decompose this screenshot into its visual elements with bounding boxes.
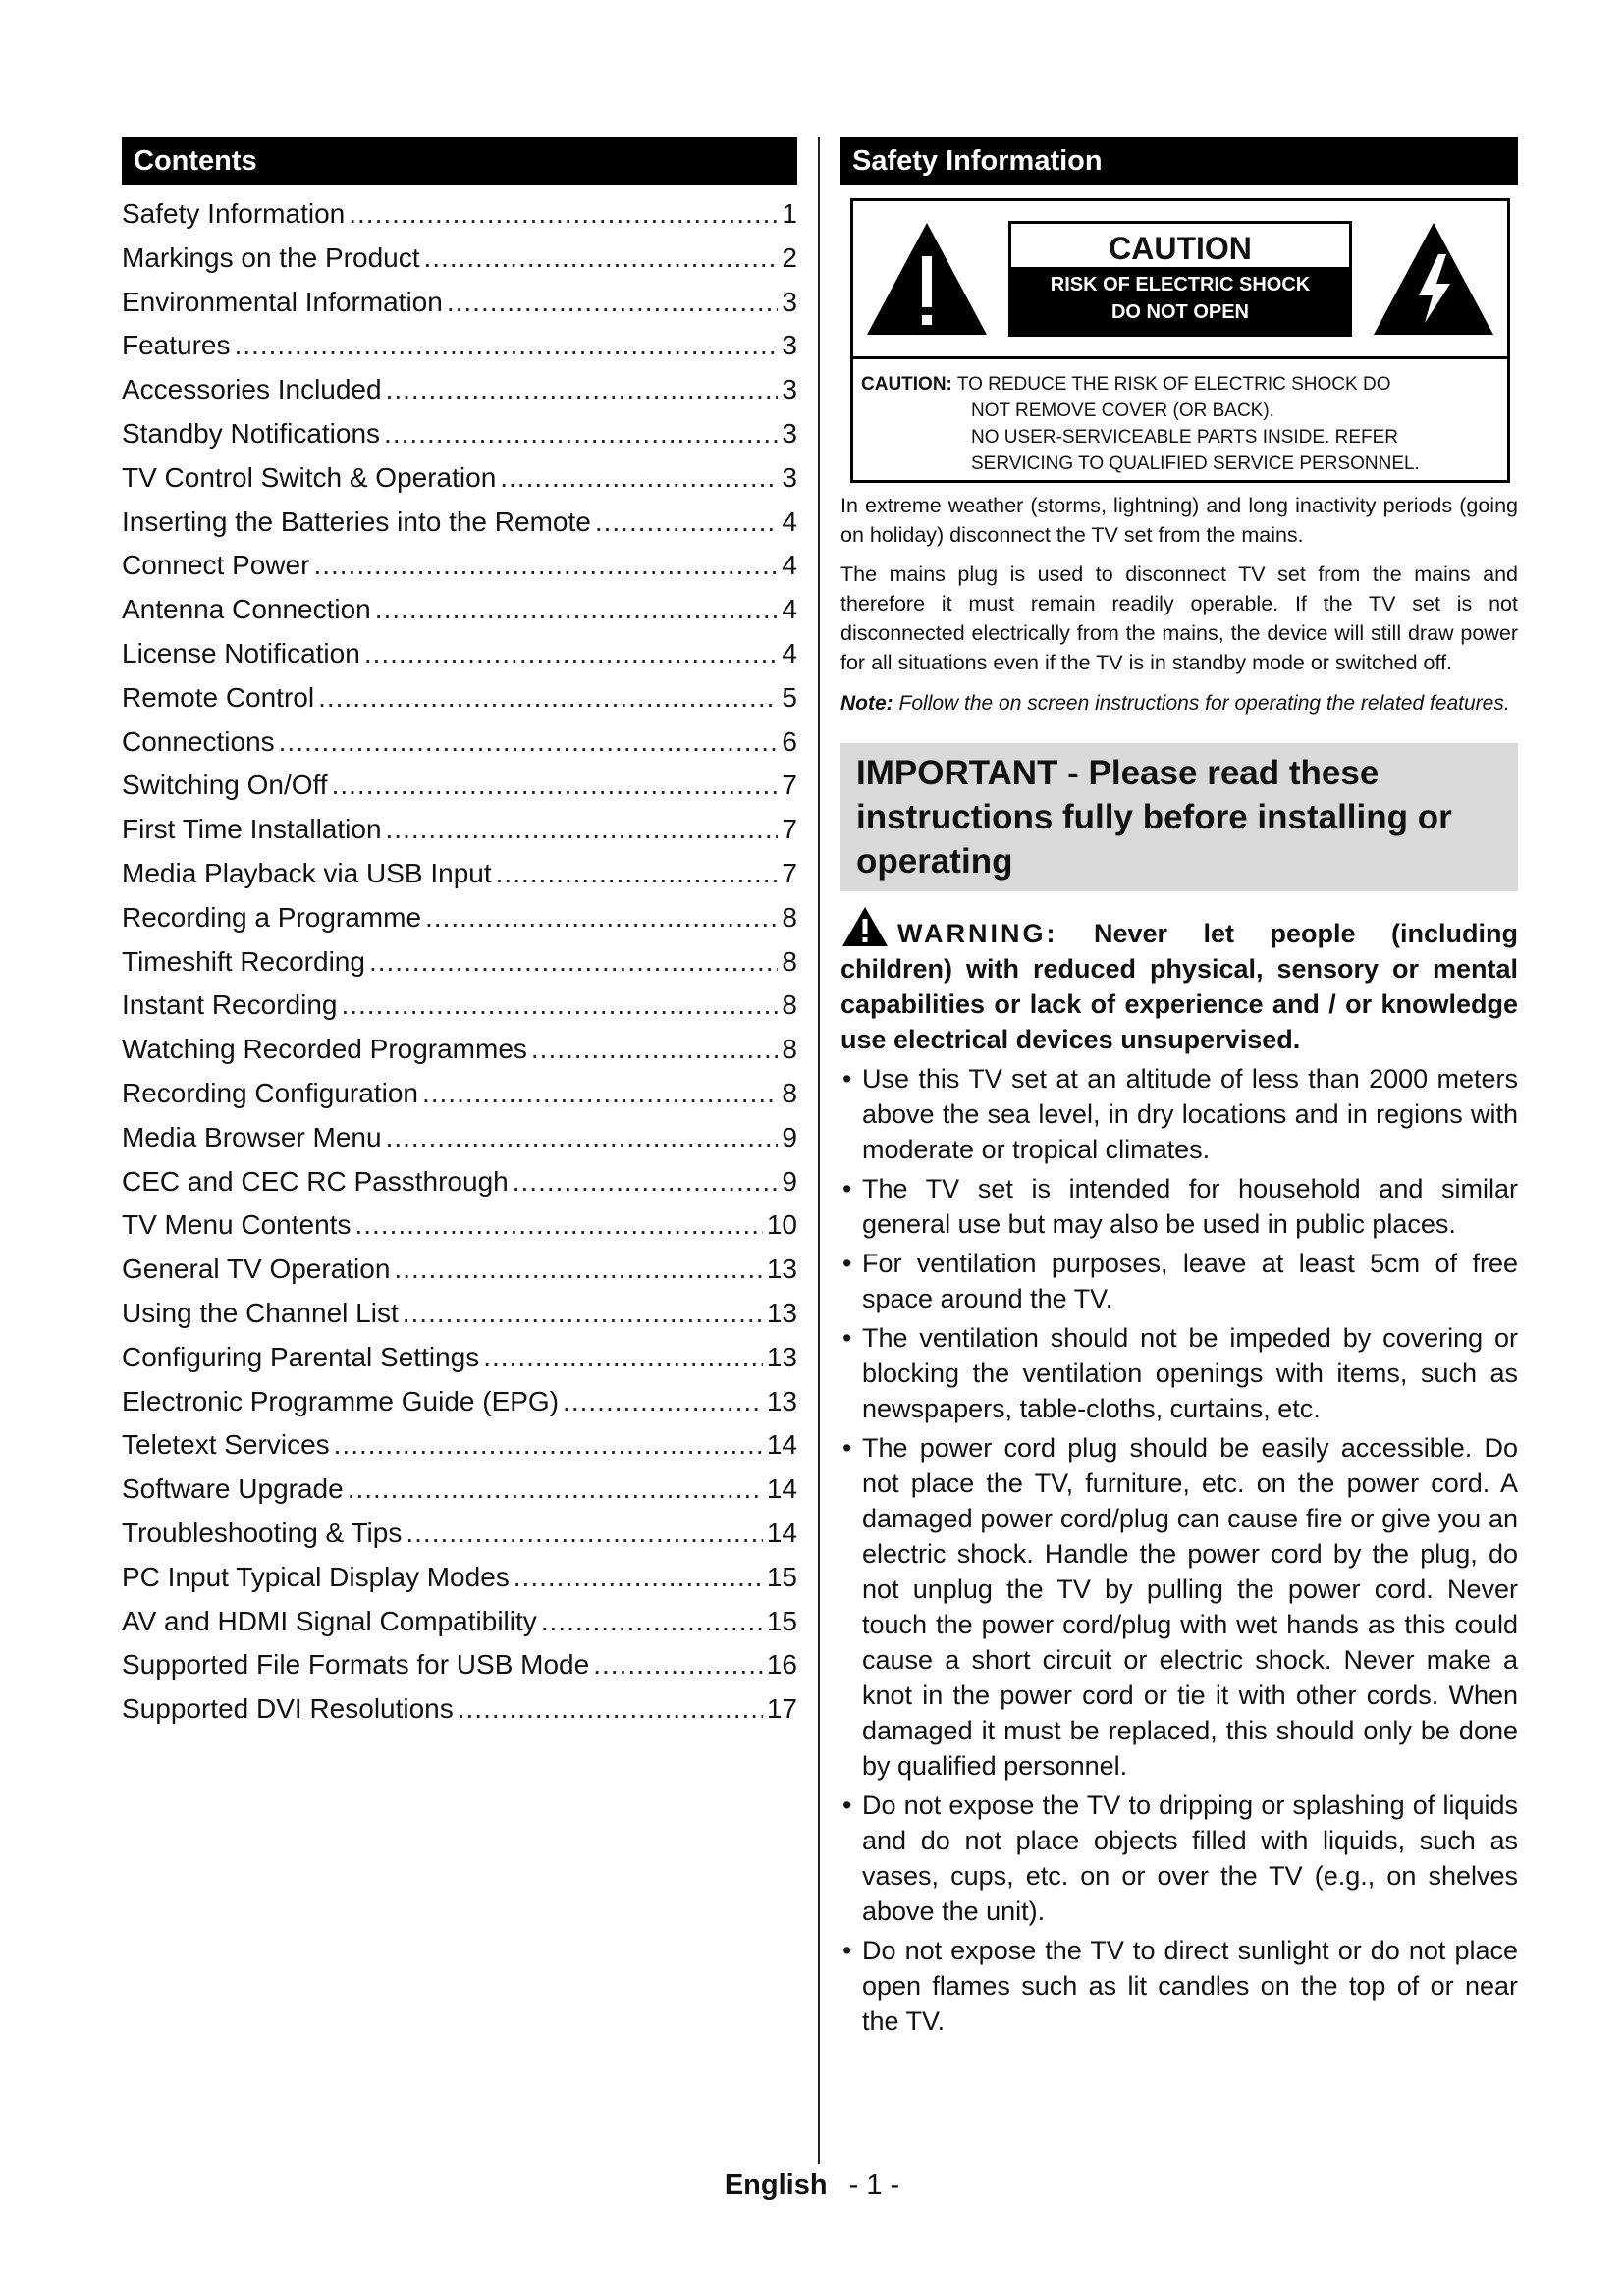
toc-entry-page: 3 (782, 330, 797, 361)
toc-entry[interactable] (122, 418, 797, 462)
toc-leader-dots (496, 858, 779, 889)
toc-entry-title: Electronic Programme Guide (EPG) (122, 1385, 560, 1416)
caution-risk-line1: RISK OF ELECTRIC SHOCK (1050, 274, 1311, 295)
toc-entry-page: 14 (766, 1517, 797, 1548)
toc-entry[interactable] (122, 1254, 797, 1298)
note-paragraph (840, 689, 1518, 718)
toc-entry-title: CEC and CEC RC Passthrough (122, 1165, 509, 1197)
toc-entry-page: 4 (782, 594, 797, 625)
toc-entry-title: Supported DVI Resolutions (122, 1693, 454, 1725)
toc-entry-page: 9 (782, 1121, 797, 1152)
toc-entry-title: Instant Recording (122, 989, 338, 1021)
toc-entry-title: Troubleshooting & Tips (122, 1517, 403, 1548)
toc-entry-title: First Time Installation (122, 814, 382, 845)
toc-entry[interactable] (122, 1386, 797, 1430)
warning-triangle-icon (840, 905, 890, 948)
toc-entry-page: 8 (782, 1077, 797, 1108)
toc-entry-title: Markings on the Product (122, 241, 420, 273)
toc-entry-title: Connect Power (122, 550, 310, 581)
toc-leader-dots (447, 287, 779, 318)
toc-leader-dots (313, 550, 778, 581)
toc-entry-title: General TV Operation (122, 1254, 391, 1285)
toc-entry-page: 8 (782, 1034, 797, 1065)
toc-entry[interactable] (122, 198, 797, 242)
toc-entry-title: Using the Channel List (122, 1297, 399, 1328)
toc-entry-title: Features (122, 330, 231, 361)
toc-entry[interactable] (122, 374, 797, 418)
toc-leader-dots (386, 1122, 779, 1153)
toc-entry-page: 10 (766, 1209, 797, 1241)
toc-entry[interactable] (122, 726, 797, 771)
safety-bullet: • The ventilation should not be impeded by covering or blocking the ventilation openings with items, such as newspapers, table-cloths, curtains, etc. (840, 1320, 1518, 1426)
toc-entry-title: Timeshift Recording (122, 945, 365, 977)
note-label: Note: (840, 692, 893, 715)
caution-risk-text (1011, 267, 1349, 334)
toc-entry-title: Remote Control (122, 681, 315, 713)
toc-entry[interactable] (122, 770, 797, 814)
toc-entry[interactable] (122, 1562, 797, 1606)
toc-entry[interactable] (122, 1606, 797, 1650)
safety-bullet-list (840, 1061, 1518, 2039)
exclamation-warning-icon (863, 219, 991, 339)
toc-entry-page: 3 (782, 417, 797, 449)
toc-entry-page: 8 (782, 989, 797, 1021)
toc-leader-dots (458, 1693, 763, 1725)
toc-entry-page: 17 (766, 1693, 797, 1725)
safety-column (840, 137, 1518, 2039)
toc-entry[interactable] (122, 594, 797, 638)
toc-entry-page: 14 (766, 1429, 797, 1461)
safety-bullet: • For ventilation purposes, leave at least 5cm of free space around the TV. (840, 1246, 1518, 1316)
toc-leader-dots (354, 1209, 762, 1241)
toc-entry-title: TV Control Switch & Operation (122, 461, 497, 493)
safety-bullet: • The TV set is intended for household and similar general use but may also be used in public places. (840, 1171, 1518, 1242)
toc-entry-page: 14 (766, 1473, 797, 1505)
caution-note (853, 359, 1507, 477)
toc-entry-title: Environmental Information (122, 286, 443, 317)
toc-entry[interactable] (122, 1429, 797, 1473)
toc-entry-page: 5 (782, 681, 797, 713)
caution-note-line3: NO USER-SERVICEABLE PARTS INSIDE. REFER (971, 427, 1398, 448)
toc-leader-dots (364, 638, 779, 669)
toc-leader-dots (500, 462, 778, 494)
toc-entry-title: Configuring Parental Settings (122, 1341, 480, 1372)
toc-entry-title: License Notification (122, 637, 360, 668)
toc-entry-title: Recording a Programme (122, 901, 422, 933)
toc-entry-page: 4 (782, 637, 797, 668)
toc-leader-dots (406, 1518, 762, 1549)
toc-entry-page: 13 (766, 1341, 797, 1372)
safety-header: Safety Information (840, 137, 1518, 185)
contents-column (122, 137, 797, 1737)
toc-leader-dots (386, 374, 779, 405)
lightning-warning-icon (1370, 219, 1497, 339)
toc-entry[interactable] (122, 638, 797, 682)
toc-entry[interactable] (122, 1649, 797, 1693)
table-of-contents (122, 198, 797, 1737)
toc-entry[interactable] (122, 507, 797, 551)
toc-entry[interactable] (122, 1078, 797, 1122)
caution-note-line1: TO REDUCE THE RISK OF ELECTRIC SHOCK DO (956, 374, 1391, 395)
toc-entry-page: 3 (782, 461, 797, 493)
toc-leader-dots (593, 1649, 763, 1681)
toc-leader-dots (332, 770, 779, 801)
toc-leader-dots (595, 507, 779, 538)
toc-entry-title: Recording Configuration (122, 1077, 418, 1108)
toc-entry[interactable] (122, 989, 797, 1034)
footer-language: English (724, 2169, 828, 2201)
toc-entry-page: 1 (782, 198, 797, 229)
mains-plug-paragraph: The mains plug is used to disconnect TV set from the mains and therefore it must remain readily operable. If the TV set is not disconnected electrically from the mains, the device will still draw power for all situations even if the TV is in standby mode or switched off. (840, 562, 1518, 674)
toc-entry-page: 7 (782, 770, 797, 801)
toc-entry-page: 13 (766, 1254, 797, 1285)
toc-leader-dots (279, 726, 779, 758)
toc-leader-dots (341, 989, 778, 1021)
note-text: Follow the on screen instructions for operating the related features. (898, 692, 1510, 715)
safety-bullet: • Do not expose the TV to direct sunlight or do not place open flames such as lit candles on the top of or near the TV. (840, 1933, 1518, 2039)
toc-leader-dots (483, 1342, 763, 1373)
toc-entry[interactable] (122, 1473, 797, 1518)
toc-entry-page: 4 (782, 506, 797, 537)
toc-entry-title: Switching On/Off (122, 770, 328, 801)
toc-entry-title: Media Playback via USB Input (122, 857, 492, 888)
toc-leader-dots (394, 1254, 762, 1285)
toc-entry[interactable] (122, 1209, 797, 1254)
important-heading: IMPORTANT - Please read these instructions fully before installing or operating (840, 743, 1518, 891)
toc-entry[interactable] (122, 1342, 797, 1386)
toc-entry-page: 3 (782, 374, 797, 405)
toc-leader-dots (384, 418, 778, 450)
toc-leader-dots (541, 1606, 763, 1637)
toc-leader-dots (514, 1562, 763, 1593)
toc-leader-dots (349, 198, 778, 230)
toc-entry[interactable] (122, 1518, 797, 1562)
toc-entry-page: 8 (782, 945, 797, 977)
caution-note-line4: SERVICING TO QUALIFIED SERVICE PERSONNEL. (971, 454, 1420, 474)
toc-entry[interactable] (122, 1166, 797, 1210)
toc-leader-dots (531, 1034, 779, 1065)
caution-box (850, 198, 1510, 483)
toc-entry-title: Inserting the Batteries into the Remote (122, 506, 591, 537)
toc-entry-page: 13 (766, 1385, 797, 1416)
footer-page-number: - 1 - (848, 2169, 900, 2201)
toc-leader-dots (425, 902, 778, 934)
toc-entry-title: Accessories Included (122, 374, 382, 405)
warning-text: Never let people (including children) with reduced physical, sensory or mental capabilities or lack of experience and / or knowledge use electrical devices unsupervised. (840, 919, 1518, 1054)
caution-label-panel (1008, 221, 1352, 337)
toc-entry-page: 15 (766, 1561, 797, 1592)
toc-entry-page: 16 (766, 1649, 797, 1681)
toc-entry-title: Media Browser Menu (122, 1121, 382, 1152)
toc-entry[interactable] (122, 1122, 797, 1166)
toc-entry-page: 15 (766, 1605, 797, 1636)
caution-note-line2: NOT REMOVE COVER (OR BACK). (971, 400, 1274, 421)
column-divider (818, 137, 820, 2164)
toc-entry-page: 3 (782, 286, 797, 317)
toc-entry[interactable] (122, 550, 797, 594)
safety-bullet: • Do not expose the TV to dripping or splashing of liquids and do not place objects filled with liquids, such as vases, cups, etc. on or over the TV (e.g., on shelves above the unit). (840, 1788, 1518, 1929)
toc-entry-page: 7 (782, 814, 797, 845)
contents-header: Contents (122, 137, 797, 185)
toc-entry[interactable] (122, 1034, 797, 1078)
toc-leader-dots (422, 1078, 778, 1109)
page-footer (0, 2169, 1624, 2202)
caution-risk-line2: DO NOT OPEN (1110, 301, 1249, 323)
toc-entry-title: TV Menu Contents (122, 1209, 352, 1241)
toc-entry-title: Safety Information (122, 198, 346, 229)
toc-entry[interactable] (122, 682, 797, 726)
toc-leader-dots (513, 1166, 779, 1198)
toc-leader-dots (235, 330, 779, 361)
weather-paragraph: In extreme weather (storms, lightning) and long inactivity periods (going on holiday) disconnect the TV set from the mains. (840, 494, 1518, 547)
toc-leader-dots (375, 594, 779, 625)
toc-entry[interactable] (122, 858, 797, 902)
caution-note-label: CAUTION: (861, 374, 952, 395)
toc-entry-page: 13 (766, 1297, 797, 1328)
toc-leader-dots (403, 1298, 763, 1329)
toc-entry-title: Software Upgrade (122, 1473, 344, 1505)
toc-entry-page: 9 (782, 1165, 797, 1197)
toc-entry[interactable] (122, 462, 797, 507)
toc-entry[interactable] (122, 902, 797, 946)
toc-entry-page: 7 (782, 857, 797, 888)
toc-entry-title: PC Input Typical Display Modes (122, 1561, 510, 1592)
toc-entry-page: 6 (782, 725, 797, 757)
toc-entry[interactable] (122, 814, 797, 858)
toc-entry-title: Connections (122, 725, 275, 757)
warning-word: WARNING: (897, 919, 1058, 948)
warning-paragraph (840, 905, 1518, 1057)
caution-top (853, 201, 1507, 359)
toc-leader-dots (348, 1473, 763, 1505)
safety-bullet: • The power cord plug should be easily accessible. Do not place the TV, furniture, etc. on the power cord. A damaged power cord/plug can cause fire or give you an electric shock. Handle the power cord by the plug, do not unplug the TV by pulling the power cord. Never touch the power cord/plug with wet hands as this could cause a short circuit or electric shock. Never make a knot in the power cord or tie it with other cords. When damaged it must be replaced, this should only be done by qualified personnel. (840, 1430, 1518, 1784)
toc-entry-title: Antenna Connection (122, 594, 371, 625)
toc-leader-dots (369, 946, 778, 978)
toc-entry[interactable] (122, 287, 797, 331)
caution-title: CAUTION (1011, 224, 1349, 271)
toc-leader-dots (334, 1429, 763, 1461)
toc-entry-title: AV and HDMI Signal Compatibility (122, 1605, 537, 1636)
toc-entry[interactable] (122, 1693, 797, 1737)
toc-entry[interactable] (122, 330, 797, 374)
toc-entry[interactable] (122, 1298, 797, 1342)
toc-entry-title: Supported File Formats for USB Mode (122, 1649, 590, 1681)
safety-bullet: • Use this TV set at an altitude of less than 2000 meters above the sea level, in dry locations and in regions with moderate or tropical climates. (840, 1061, 1518, 1167)
toc-entry-page: 2 (782, 241, 797, 273)
toc-entry-title: Standby Notifications (122, 417, 381, 449)
toc-entry-title: Watching Recorded Programmes (122, 1034, 527, 1065)
toc-entry-title: Teletext Services (122, 1429, 330, 1461)
toc-leader-dots (386, 814, 779, 845)
toc-leader-dots (563, 1386, 763, 1417)
toc-entry-page: 4 (782, 550, 797, 581)
toc-entry[interactable] (122, 946, 797, 990)
toc-entry[interactable] (122, 242, 797, 287)
toc-leader-dots (424, 242, 779, 274)
toc-leader-dots (318, 682, 778, 714)
toc-entry-page: 8 (782, 901, 797, 933)
